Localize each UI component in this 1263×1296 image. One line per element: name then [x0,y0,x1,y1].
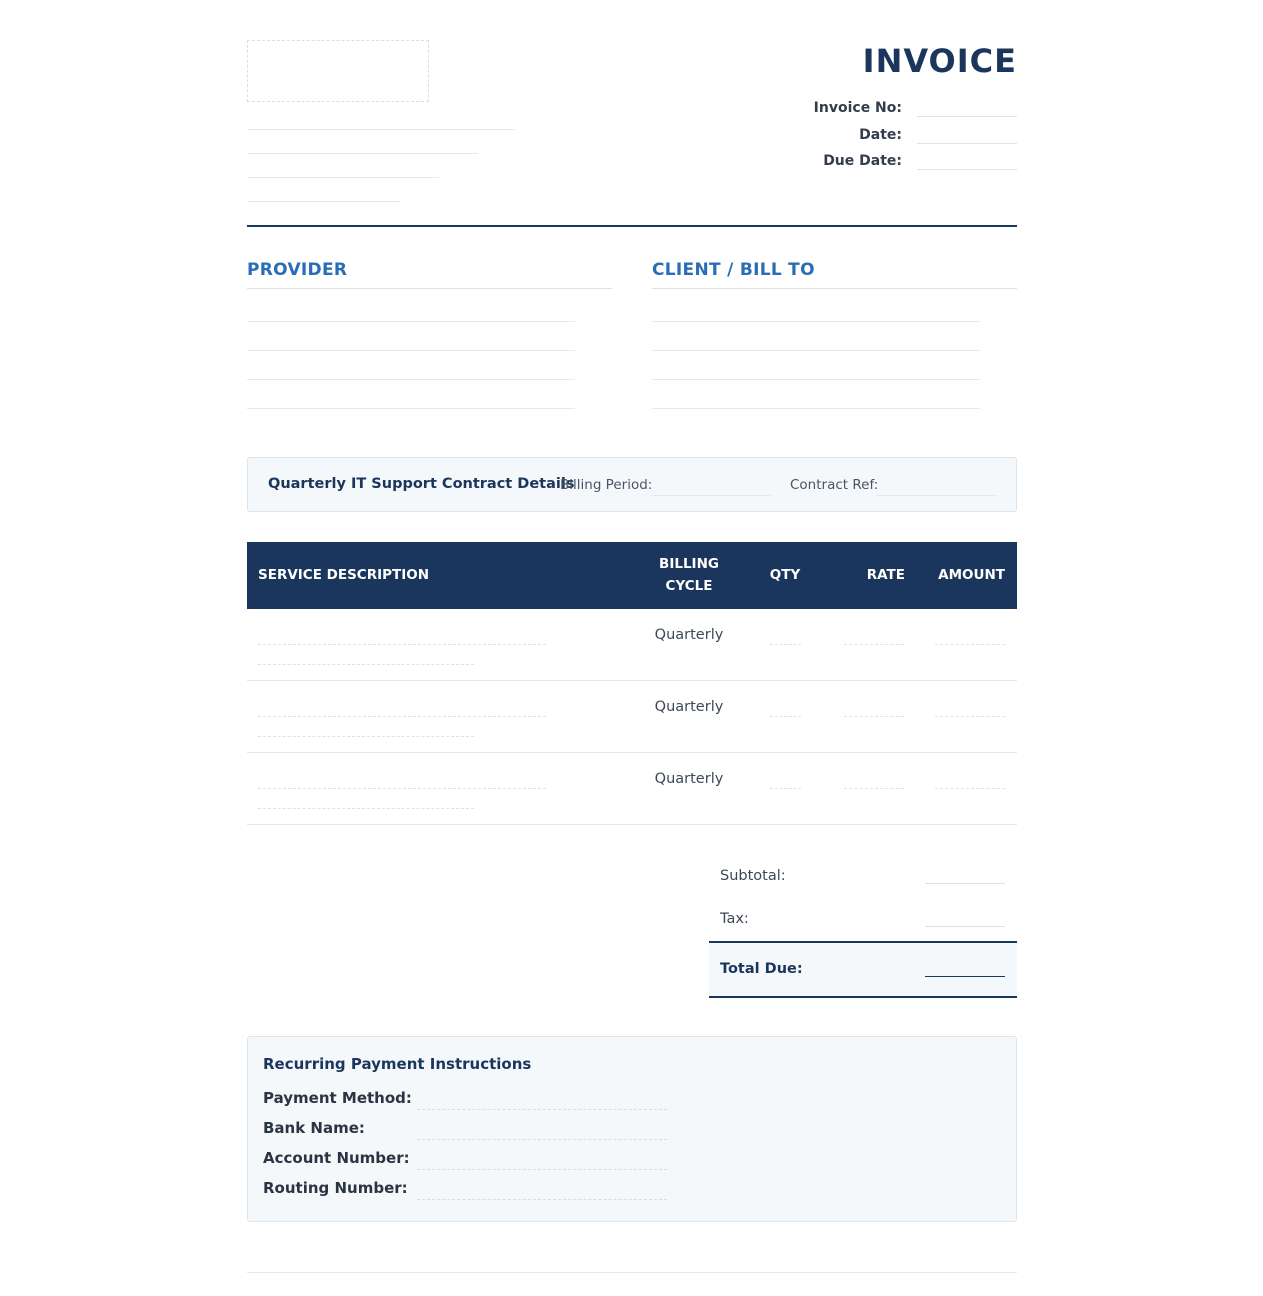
payment-method-field[interactable] [417,1109,667,1110]
date-label: Date: [859,127,902,143]
column-amount: AMOUNT [938,567,1005,583]
client-heading: CLIENT / BILL TO [652,260,815,280]
qty-field[interactable] [770,716,801,717]
due-date-label: Due Date: [823,153,902,169]
invoice-no-label: Invoice No: [813,100,902,116]
description-line[interactable] [258,664,474,665]
client-line[interactable] [652,321,980,322]
provider-rule [247,288,612,289]
address-line [247,201,401,202]
subtotal-field[interactable] [925,883,1005,884]
qty-field[interactable] [770,788,801,789]
column-service-description: SERVICE DESCRIPTION [258,567,430,583]
footer-divider [247,1272,1017,1273]
header-divider [247,225,1017,227]
amount-field[interactable] [935,788,1005,789]
logo-placeholder [247,40,429,102]
description-line[interactable] [258,808,474,809]
address-line [247,129,515,130]
client-line[interactable] [652,408,980,409]
invoice-title: INVOICE [862,42,1017,80]
date-field[interactable] [917,143,1017,144]
subtotal-label: Subtotal: [720,868,786,884]
row-divider [247,824,1017,825]
description-line[interactable] [258,716,546,717]
rate-field[interactable] [844,644,904,645]
description-line[interactable] [258,644,546,645]
provider-line[interactable] [247,408,575,409]
tax-label: Tax: [720,911,749,927]
total-due-label: Total Due: [720,961,803,977]
account-number-label: Account Number: [263,1149,410,1167]
column-cycle: CYCLE [665,578,713,594]
provider-heading: PROVIDER [247,260,348,280]
column-rate: RATE [866,567,905,583]
amount-field[interactable] [935,644,1005,645]
billing-period-label: Billing Period: [560,477,653,493]
provider-line[interactable] [247,379,575,380]
client-line[interactable] [652,350,980,351]
routing-number-label: Routing Number: [263,1179,408,1197]
routing-number-field[interactable] [417,1199,667,1200]
amount-field[interactable] [935,716,1005,717]
billing-cycle-cell: Quarterly [654,699,724,715]
column-billing: BILLING [659,556,719,572]
rate-field[interactable] [844,716,904,717]
bank-name-field[interactable] [417,1139,667,1140]
contract-details-box [247,457,1017,512]
total-due-box [709,941,1017,998]
contract-title: Quarterly IT Support Contract Details [268,476,575,492]
total-due-field[interactable] [925,976,1005,977]
tax-field[interactable] [925,926,1005,927]
client-rule [652,288,1017,289]
payment-title: Recurring Payment Instructions [263,1055,532,1073]
bank-name-label: Bank Name: [263,1119,365,1137]
invoice-no-field[interactable] [917,116,1017,117]
row-divider [247,752,1017,753]
account-number-field[interactable] [417,1169,667,1170]
payment-method-label: Payment Method: [263,1089,412,1107]
description-line[interactable] [258,788,546,789]
rate-field[interactable] [844,788,904,789]
qty-field[interactable] [770,644,801,645]
provider-line[interactable] [247,321,575,322]
contract-ref-label: Contract Ref: [790,477,879,493]
billing-cycle-cell: Quarterly [654,627,724,643]
provider-line[interactable] [247,350,575,351]
description-line[interactable] [258,736,474,737]
billing-cycle-cell: Quarterly [654,771,724,787]
billing-period-field[interactable] [651,495,771,496]
payment-instructions-box [247,1036,1017,1222]
contract-ref-field[interactable] [877,495,997,496]
address-line [247,177,439,178]
table-header [247,542,1017,609]
client-line[interactable] [652,379,980,380]
due-date-field[interactable] [917,169,1017,170]
column-qty: QTY [769,567,801,583]
address-line [247,153,478,154]
row-divider [247,680,1017,681]
